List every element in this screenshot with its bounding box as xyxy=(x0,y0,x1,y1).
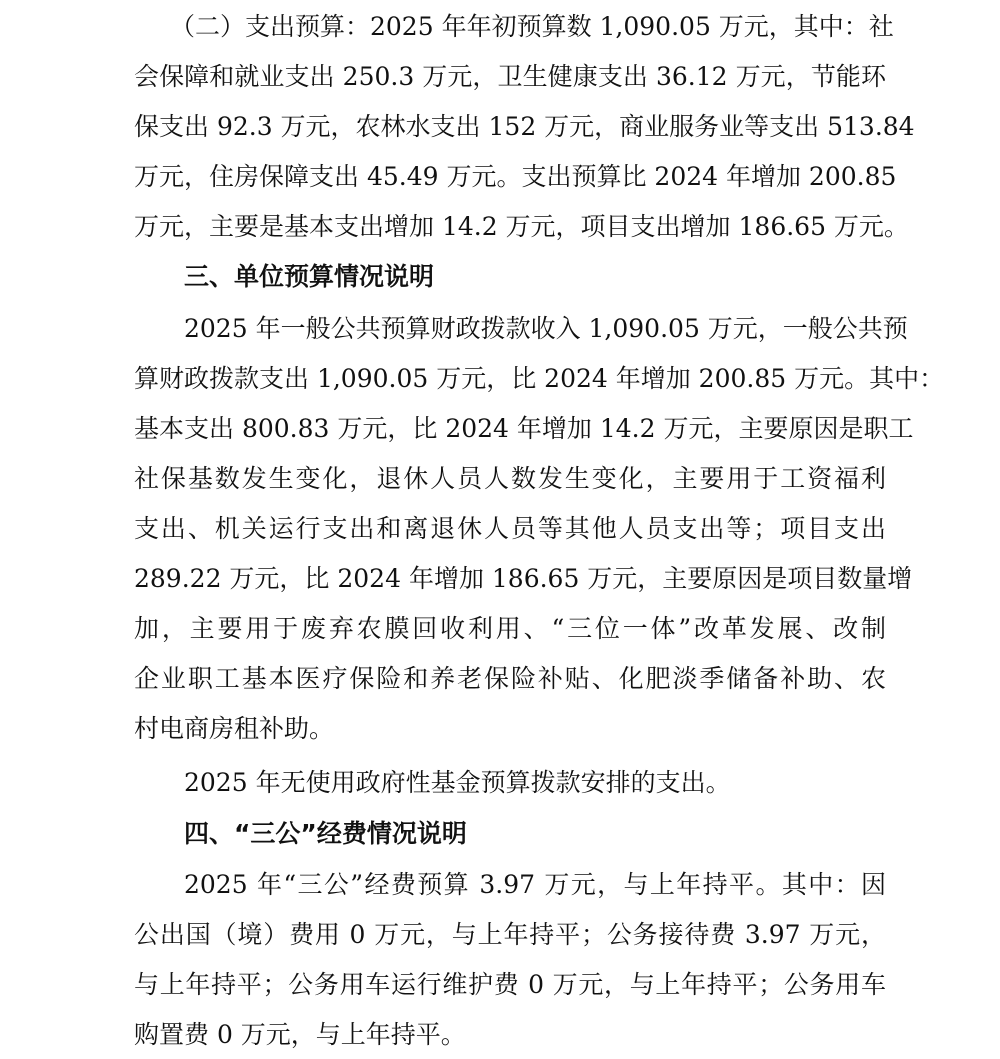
section3-para1-line-6: 289.22 万元，比 2024 年增加 186.65 万元，主要原因是项目数量增 xyxy=(134,564,913,593)
section3-para1-line-4: 社保基数发生变化，退休人员人数发生变化，主要用于工资福利 xyxy=(134,464,886,493)
section3-heading: 三、单位预算情况说明 xyxy=(184,262,435,291)
section3-para1-line-9: 村电商房租补助。 xyxy=(134,714,335,743)
expenditure-line-3: 保支出 92.3 万元，农林水支出 152 万元，商业服务业等支出 513.84 xyxy=(134,112,915,141)
section3-para1-line-7: 加，主要用于废弃农膜回收利用、“三位一体”改革发展、改制 xyxy=(134,614,886,643)
expenditure-line-4: 万元，住房保障支出 45.49 万元。支出预算比 2024 年增加 200.85 xyxy=(134,162,897,191)
section4-para-line-2: 公出国（境）费用 0 万元，与上年持平；公务接待费 3.97 万元， xyxy=(134,920,886,949)
expenditure-line-5: 万元，主要是基本支出增加 14.2 万元，项目支出增加 186.65 万元。 xyxy=(134,212,909,241)
expenditure-line-1: （二）支出预算：2025 年年初预算数 1,090.05 万元，其中：社 xyxy=(170,12,894,41)
section3-para1-line-2: 算财政拨款支出 1,090.05 万元，比 2024 年增加 200.85 万元。其中： xyxy=(134,364,945,393)
section3-para2: 2025 年无使用政府性基金预算拨款安排的支出。 xyxy=(184,768,731,797)
section3-para1-line-5: 支出、机关运行支出和离退休人员等其他人员支出等；项目支出 xyxy=(134,514,886,543)
section4-para-line-1: 2025 年“三公”经费预算 3.97 万元，与上年持平。其中：因 xyxy=(184,870,886,899)
section4-heading: 四、“三公”经费情况说明 xyxy=(184,819,467,848)
section3-para1-line-8: 企业职工基本医疗保险和养老保险补贴、化肥淡季储备补助、农 xyxy=(134,664,886,693)
section3-para1-line-1: 2025 年一般公共预算财政拨款收入 1,090.05 万元，一般公共预 xyxy=(184,314,908,343)
expenditure-line-2: 会保障和就业支出 250.3 万元，卫生健康支出 36.12 万元，节能环 xyxy=(134,62,886,91)
section4-para-line-3: 与上年持平；公务用车运行维护费 0 万元，与上年持平；公务用车 xyxy=(134,970,886,999)
section4-para-line-4: 购置费 0 万元，与上年持平。 xyxy=(134,1020,466,1049)
section3-para1-line-3: 基本支出 800.83 万元，比 2024 年增加 14.2 万元，主要原因是职工 xyxy=(134,414,914,443)
